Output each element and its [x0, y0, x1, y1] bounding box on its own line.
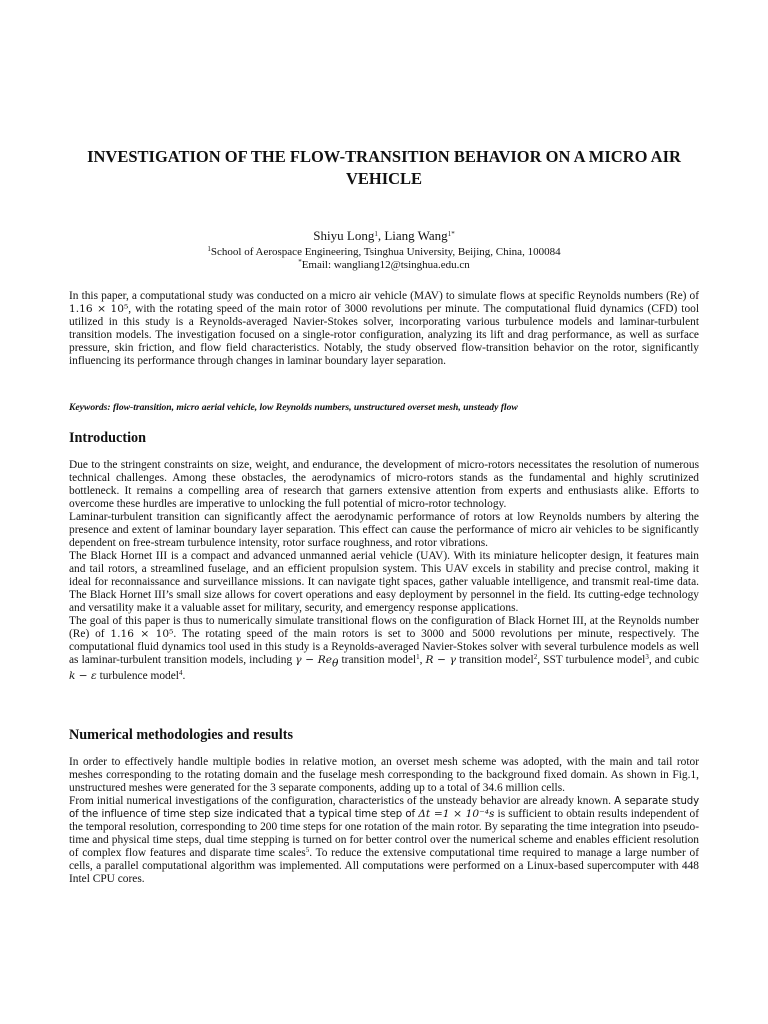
- introduction-body: [69, 459, 699, 683]
- author-affil-sup: 1: [374, 230, 378, 238]
- intro-text: .: [182, 670, 186, 683]
- model-k-epsilon: k − ε: [69, 670, 97, 683]
- email-line: [0, 259, 768, 272]
- affiliation-line: [0, 246, 768, 259]
- author-separator: ,: [377, 228, 385, 243]
- numerical-paragraph: [69, 795, 699, 886]
- email-sup: *: [298, 258, 302, 266]
- affiliation-text: School of Aerospace Engineering, Tsinghua University, Beijing, China, 100084: [210, 246, 561, 258]
- intro-text: transition model: [338, 654, 417, 666]
- reference-sup: 5: [305, 846, 310, 854]
- model-gamma-re-theta: γ − Re: [295, 654, 332, 666]
- reference-sup: 4: [178, 669, 183, 678]
- intro-paragraph: The Black Hornet III is a compact and advanced unmanned aerial vehicle (UAV). With its miniature helicopter design, it features main and tail rotors, a streamlined fuselage, and an efficient propulsion system. This UAV excels in stability and precise control, making it ideal for reconnaissance and surveillance missions. It can navigate tight spaces, gather valuable intelligence, and transmit real-time data. The Black Hornet III’s small size allows for covert operations and easy deployment by personnel in the field. Its cutting-edge technology and versatility make it a valuable asset for military, security, and emergency response applications.: [69, 550, 699, 614]
- section-heading-introduction: Introduction: [69, 430, 146, 446]
- author-name: Shiyu Long: [313, 228, 375, 243]
- reference-sup: 3: [645, 653, 649, 661]
- intro-text: The goal of this paper is thus to numerically simulate transitional flows on the configuration of Black Hornet III, at the Reynolds number (Re) of: [69, 615, 699, 640]
- author-line: [0, 228, 768, 244]
- numerical-text: . To reduce the extensive computational time required to manage a large number of cells, a parallel computational algorithm was implemented. All computations were performed on a Linux-based supercomputer with 448 Intel CPU cores.: [69, 847, 699, 885]
- intro-text: ,: [419, 654, 426, 666]
- author-name: Liang Wang: [384, 228, 448, 243]
- reynolds-number-value: 1.16 × 10⁵: [110, 628, 174, 640]
- intro-paragraph: [69, 615, 699, 683]
- model-subscript: θ: [332, 657, 339, 670]
- reference-sup: 2: [533, 653, 538, 661]
- numerical-text: From initial numerical investigations of the configuration, characteristics of the unsteady behavior are already known.: [69, 795, 615, 807]
- intro-text: , SST turbulence model: [537, 654, 646, 666]
- intro-text: turbulence model: [96, 670, 179, 683]
- abstract-text: In this paper, a computational study was conducted on a micro air vehicle (MAV) to simulate flows at specific Reynolds numbers (Re) of: [69, 290, 699, 302]
- paper-title: INVESTIGATION OF THE FLOW-TRANSITION BEHAVIOR ON A MICRO AIR VEHICLE: [87, 147, 681, 188]
- section-heading-numerical: Numerical methodologies and results: [69, 727, 293, 743]
- reynolds-number-value: 1.16 × 10⁵: [69, 303, 129, 315]
- intro-text: . The rotating speed of the main rotors is set to 3000 and 5000 revolutions per minute, respectively. The computational fluid dynamics tool used in this study is a Reynolds-averaged Navier-Stokes solver with several turbulence models as well as laminar-turbulent transition models, including: [69, 628, 699, 666]
- intro-text: transition model: [455, 654, 534, 666]
- intro-paragraph: Laminar-turbulent transition can significantly affect the aerodynamic performance of rotors at low Reynolds numbers by altering the presence and extent of laminar boundary layer separation. This effect can cause the performance of micro air vehicles to be significantly dependent on free-stream turbulence intensity, rotor surface roughness, and rotor vibrations.: [69, 511, 699, 549]
- reference-sup: 1: [416, 653, 420, 661]
- numerical-text: A separate study of the influence of time step size indicated that a typical time step of: [69, 796, 699, 820]
- model-r-gamma: R − γ: [425, 654, 456, 666]
- email-text: Email: wangliang12@tsinghua.edu.cn: [301, 259, 470, 271]
- abstract-paragraph: [69, 290, 699, 368]
- intro-text: , and cubic: [648, 654, 699, 666]
- affiliation-block: [0, 246, 768, 272]
- numerical-body: [69, 756, 699, 886]
- numerical-text: is sufficient to obtain results independent of the temporal resolution, corresponding to 200 time steps for one rotation of the main rotor. By separating the time integration into pseudo-time and physical time steps, dual time stepping is turned on for better control over the numerical scheme and enables efficient resolution of complex flow features and disparate time scales: [69, 808, 699, 859]
- abstract-text: , with the rotating speed of the main rotor of 3000 revolutions per minute. The computational fluid dynamics (CFD) tool utilized in this study is a Reynolds-averaged Navier-Stokes solver, incorporating various turbulence models and laminar-turbulent transition models. The investigation focused on a single-rotor configuration, analyzing its lift and drag performance, as well as surface pressure, skin friction, and flow field characteristics. Notably, the study observed flow-transition behavior on the rotor, significantly influencing its performance through changes in laminar boundary layer separation.: [69, 303, 699, 367]
- intro-paragraph: Due to the stringent constraints on size, weight, and endurance, the development of micro-rotors necessitates the resolution of numerous technical challenges. Among these obstacles, the aerodynamics of micro-rotors stands as the fundamental and highly scrutinized bottleneck. It remains a compelling area of research that garners extensive attention from experts and enthusiasts alike. Efforts to overcome these hurdles are imperative to unlocking the full potential of micro-rotor technology.: [69, 459, 699, 510]
- abstract: [69, 290, 699, 368]
- numerical-paragraph: In order to effectively handle multiple bodies in relative motion, an overset mesh scheme was adopted, with the main and tail rotor meshes corresponding to the rotating domain and the fuselage mesh corresponding to the background fixed domain. As shown in Fig.1, unstructured meshes were generated for the 3 separate components, adding up to a total of 34.6 million cells.: [69, 756, 699, 794]
- keywords-line: Keywords: flow-transition, micro aerial vehicle, low Reynolds numbers, unstructured overset mesh, unsteady flow: [69, 402, 518, 413]
- time-step-value: Δt =1 × 10⁻⁴s: [418, 808, 495, 820]
- affiliation-sup: 1: [207, 245, 211, 253]
- author-affil-sup: 1*: [447, 230, 455, 238]
